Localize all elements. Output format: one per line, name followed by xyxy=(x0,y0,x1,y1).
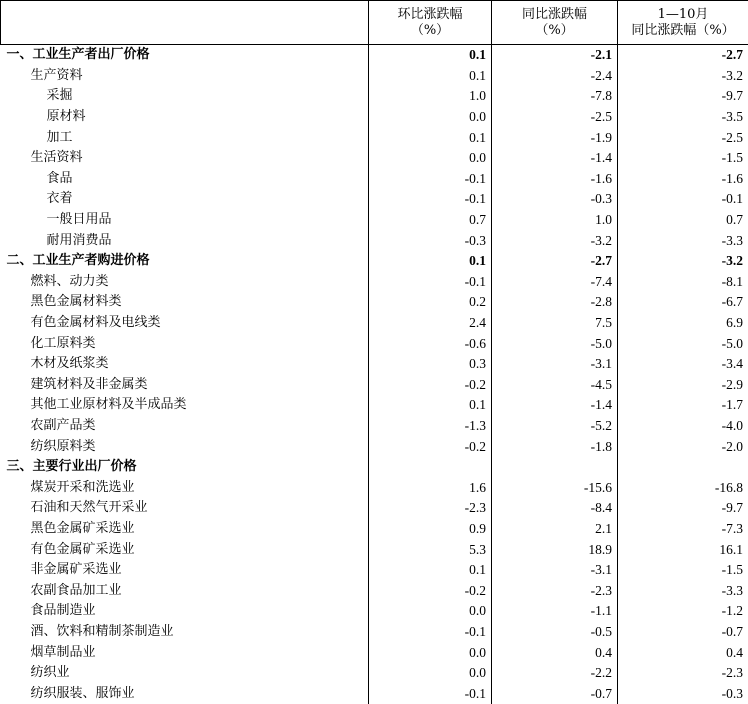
mom-value xyxy=(369,457,492,478)
ytd-value: -9.7 xyxy=(618,86,748,107)
table-row xyxy=(1,395,748,416)
table-header xyxy=(1,1,748,45)
row-label: 燃料、动力类 xyxy=(1,272,369,293)
table-row xyxy=(1,127,748,148)
yoy-value: -2.3 xyxy=(492,580,618,601)
row-label: 农副产品类 xyxy=(1,416,369,437)
ytd-value: -3.5 xyxy=(618,107,748,128)
table-row xyxy=(1,169,748,190)
table-row xyxy=(1,148,748,169)
table-row xyxy=(1,292,748,313)
mom-value: -0.1 xyxy=(369,622,492,643)
ytd-value: -8.1 xyxy=(618,272,748,293)
table-row xyxy=(1,251,748,272)
yoy-value: 1.0 xyxy=(492,210,618,231)
mom-value: 0.0 xyxy=(369,601,492,622)
mom-value: 1.0 xyxy=(369,86,492,107)
ytd-value: 0.4 xyxy=(618,642,748,663)
mom-value: 0.1 xyxy=(369,395,492,416)
row-label: 一、工业生产者出厂价格 xyxy=(1,45,369,66)
yoy-value: -15.6 xyxy=(492,477,618,498)
header-mom-label: 环比涨跌幅 xyxy=(369,7,491,23)
mom-value: 5.3 xyxy=(369,539,492,560)
yoy-value: -2.4 xyxy=(492,66,618,87)
mom-value: 0.0 xyxy=(369,663,492,684)
yoy-value: -8.4 xyxy=(492,498,618,519)
table-row xyxy=(1,189,748,210)
header-ytd-change xyxy=(618,1,748,45)
header-item-name xyxy=(1,1,369,45)
yoy-value: -2.7 xyxy=(492,251,618,272)
mom-value: 0.1 xyxy=(369,66,492,87)
table-row xyxy=(1,210,748,231)
yoy-value: -3.1 xyxy=(492,560,618,581)
yoy-value: -0.7 xyxy=(492,683,618,704)
table-row xyxy=(1,416,748,437)
ytd-value: -5.0 xyxy=(618,333,748,354)
row-label: 衣着 xyxy=(1,189,369,210)
table-row xyxy=(1,66,748,87)
table-row xyxy=(1,436,748,457)
ytd-value: -9.7 xyxy=(618,498,748,519)
header-mom-change xyxy=(369,1,492,45)
ytd-value: -3.3 xyxy=(618,580,748,601)
row-label: 纺织原料类 xyxy=(1,436,369,457)
mom-value: -0.2 xyxy=(369,436,492,457)
header-yoy-change xyxy=(492,1,618,45)
mom-value: -1.3 xyxy=(369,416,492,437)
yoy-value: -3.2 xyxy=(492,230,618,251)
row-label: 其他工业原材料及半成品类 xyxy=(1,395,369,416)
row-label: 采掘 xyxy=(1,86,369,107)
yoy-value: 7.5 xyxy=(492,313,618,334)
yoy-value: -2.5 xyxy=(492,107,618,128)
table-row xyxy=(1,539,748,560)
mom-value: 1.6 xyxy=(369,477,492,498)
row-label: 煤炭开采和洗选业 xyxy=(1,477,369,498)
yoy-value: -1.4 xyxy=(492,148,618,169)
mom-value: 0.0 xyxy=(369,107,492,128)
row-label: 有色金属材料及电线类 xyxy=(1,313,369,334)
mom-value: 2.4 xyxy=(369,313,492,334)
ytd-value: -3.2 xyxy=(618,251,748,272)
mom-value: -0.1 xyxy=(369,683,492,704)
ytd-value: -1.2 xyxy=(618,601,748,622)
ytd-value: -4.0 xyxy=(618,416,748,437)
mom-value: 0.1 xyxy=(369,251,492,272)
mom-value: -0.6 xyxy=(369,333,492,354)
ytd-value: -0.3 xyxy=(618,683,748,704)
mom-value: -0.2 xyxy=(369,580,492,601)
ytd-value: -2.3 xyxy=(618,663,748,684)
table-row xyxy=(1,601,748,622)
mom-value: 0.0 xyxy=(369,148,492,169)
ytd-value: -6.7 xyxy=(618,292,748,313)
table-row xyxy=(1,333,748,354)
yoy-value: -4.5 xyxy=(492,375,618,396)
mom-value: 0.1 xyxy=(369,45,492,66)
yoy-value: -5.2 xyxy=(492,416,618,437)
ytd-value: -3.3 xyxy=(618,230,748,251)
yoy-value: -1.4 xyxy=(492,395,618,416)
row-label: 黑色金属材料类 xyxy=(1,292,369,313)
yoy-value: 2.1 xyxy=(492,519,618,540)
mom-value: 0.1 xyxy=(369,560,492,581)
table-row xyxy=(1,519,748,540)
yoy-value: -1.9 xyxy=(492,127,618,148)
table-body xyxy=(1,45,748,704)
yoy-value: -7.4 xyxy=(492,272,618,293)
table-row xyxy=(1,663,748,684)
row-label: 食品 xyxy=(1,169,369,190)
header-row xyxy=(1,1,748,45)
row-label: 原材料 xyxy=(1,107,369,128)
mom-value: 0.3 xyxy=(369,354,492,375)
ytd-value: 16.1 xyxy=(618,539,748,560)
header-yoy-label: 同比涨跌幅 xyxy=(492,7,617,23)
table-row xyxy=(1,313,748,334)
yoy-value: -1.6 xyxy=(492,169,618,190)
ytd-value: -1.5 xyxy=(618,148,748,169)
row-label: 化工原料类 xyxy=(1,333,369,354)
ytd-value: 6.9 xyxy=(618,313,748,334)
mom-value: -0.1 xyxy=(369,169,492,190)
row-label: 一般日用品 xyxy=(1,210,369,231)
yoy-value: -7.8 xyxy=(492,86,618,107)
row-label: 加工 xyxy=(1,127,369,148)
mom-value: 0.2 xyxy=(369,292,492,313)
table-row xyxy=(1,683,748,704)
mom-value: -0.3 xyxy=(369,230,492,251)
table-row xyxy=(1,230,748,251)
mom-value: 0.1 xyxy=(369,127,492,148)
ytd-value: -16.8 xyxy=(618,477,748,498)
row-label: 酒、饮料和精制茶制造业 xyxy=(1,622,369,643)
mom-value: -0.1 xyxy=(369,189,492,210)
table-row xyxy=(1,45,748,66)
header-yoy-unit: （%） xyxy=(492,23,617,39)
ytd-value: -2.7 xyxy=(618,45,748,66)
mom-value: -0.1 xyxy=(369,272,492,293)
row-label: 纺织服装、服饰业 xyxy=(1,683,369,704)
table-row xyxy=(1,622,748,643)
row-label: 石油和天然气开采业 xyxy=(1,498,369,519)
table-row xyxy=(1,272,748,293)
ytd-value: -3.4 xyxy=(618,354,748,375)
ytd-value: -1.5 xyxy=(618,560,748,581)
yoy-value xyxy=(492,457,618,478)
table-row xyxy=(1,580,748,601)
yoy-value: 0.4 xyxy=(492,642,618,663)
row-label: 木材及纸浆类 xyxy=(1,354,369,375)
ytd-value: -1.6 xyxy=(618,169,748,190)
table-row xyxy=(1,498,748,519)
row-label: 有色金属矿采选业 xyxy=(1,539,369,560)
table-row xyxy=(1,107,748,128)
yoy-value: -2.8 xyxy=(492,292,618,313)
yoy-value: -0.3 xyxy=(492,189,618,210)
header-ytd-period: 1—10月 xyxy=(618,7,748,23)
ytd-value: -3.2 xyxy=(618,66,748,87)
row-label: 食品制造业 xyxy=(1,601,369,622)
row-label: 生产资料 xyxy=(1,66,369,87)
yoy-value: -1.1 xyxy=(492,601,618,622)
yoy-value: -0.5 xyxy=(492,622,618,643)
yoy-value: -1.8 xyxy=(492,436,618,457)
row-label: 烟草制品业 xyxy=(1,642,369,663)
table-row xyxy=(1,642,748,663)
yoy-value: -2.2 xyxy=(492,663,618,684)
mom-value: 0.9 xyxy=(369,519,492,540)
ytd-value: -2.0 xyxy=(618,436,748,457)
ytd-value: 0.7 xyxy=(618,210,748,231)
mom-value: 0.0 xyxy=(369,642,492,663)
table-row xyxy=(1,86,748,107)
header-mom-unit: （%） xyxy=(369,23,491,39)
yoy-value: -2.1 xyxy=(492,45,618,66)
row-label: 二、工业生产者购进价格 xyxy=(1,251,369,272)
ytd-value xyxy=(618,457,748,478)
mom-value: -0.2 xyxy=(369,375,492,396)
row-label: 农副食品加工业 xyxy=(1,580,369,601)
ytd-value: -2.9 xyxy=(618,375,748,396)
row-label: 建筑材料及非金属类 xyxy=(1,375,369,396)
row-label: 生活资料 xyxy=(1,148,369,169)
table-row xyxy=(1,560,748,581)
yoy-value: 18.9 xyxy=(492,539,618,560)
ytd-value: -2.5 xyxy=(618,127,748,148)
ytd-value: -0.7 xyxy=(618,622,748,643)
header-ytd-label: 同比涨跌幅（%） xyxy=(618,23,748,39)
table-row xyxy=(1,354,748,375)
mom-value: 0.7 xyxy=(369,210,492,231)
row-label: 三、主要行业出厂价格 xyxy=(1,457,369,478)
row-label: 黑色金属矿采选业 xyxy=(1,519,369,540)
table-row xyxy=(1,477,748,498)
row-label: 纺织业 xyxy=(1,663,369,684)
table-row xyxy=(1,457,748,478)
table-row xyxy=(1,375,748,396)
row-label: 非金属矿采选业 xyxy=(1,560,369,581)
row-label: 耐用消费品 xyxy=(1,230,369,251)
ytd-value: -1.7 xyxy=(618,395,748,416)
mom-value: -2.3 xyxy=(369,498,492,519)
ytd-value: -7.3 xyxy=(618,519,748,540)
yoy-value: -5.0 xyxy=(492,333,618,354)
ytd-value: -0.1 xyxy=(618,189,748,210)
yoy-value: -3.1 xyxy=(492,354,618,375)
